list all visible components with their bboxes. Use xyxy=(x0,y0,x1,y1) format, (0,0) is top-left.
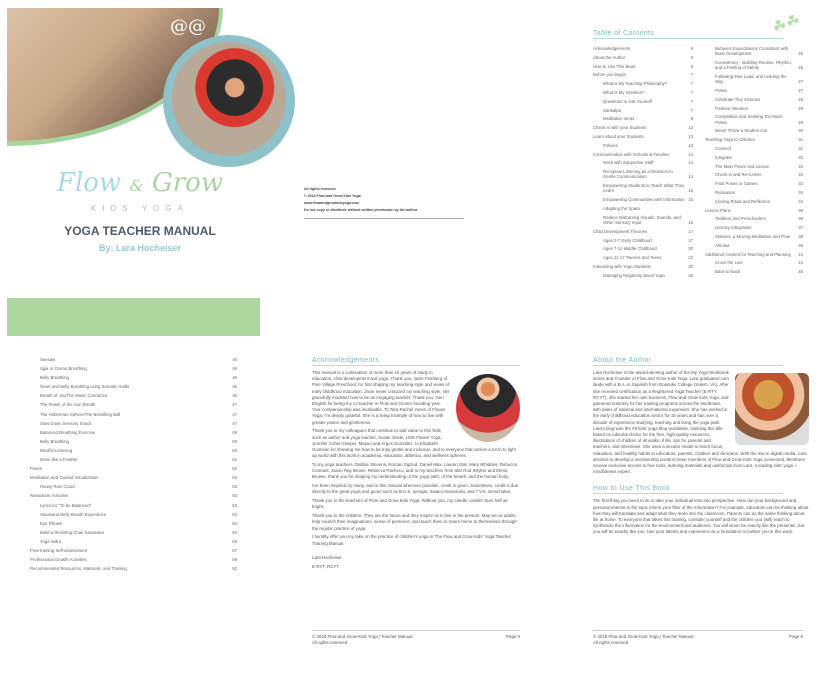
toc-header xyxy=(593,30,783,39)
logo-subtitle: KIDS YOGA xyxy=(91,204,189,213)
about-text: Lara Hocheiser is the award-winning author of the My Yoga Workbook series and Founder of Flow and Grow Kids Yoga. Lara graduated cum laude with a B.A. in Spanish from Roanoke College (Salem, VA). After she received certification as a Registered Yoga Teacher (E-RTY, RCYT), she started her own business, Flow and Grow Kids Yoga, and garnered notoriety for her training programs across the Northeast, with plans of national and international expansion. She has worked in the early childhood education sector for 15 years and has over a decade of experience studying, teaching and living the yoga path. Lara's blog won the #5 kids' yoga blog worldwide, claiming this title based on editorial choice for the free, high-quality resources, illustrations of children of all walks of life, tips for parents and teachers, and interviews. She uses a secular model to teach focus, relaxation, and healthy habits to educators, parents, children and clinicians. With the rise in digital media, Lara decided to develop a membership portal to keep members of Flow and Grow Kids Yoga connected. Members receive exclusive access to free tools, learning materials and useful tips from Lara, a leading kids' yoga + mindfulness expert. xyxy=(593,370,807,475)
toc-entry[interactable] xyxy=(30,357,237,362)
toc-entry-title: Belly Breathing xyxy=(40,438,69,444)
toc-entry[interactable] xyxy=(30,530,237,535)
toc-entry-title: Check-in and Re-Center xyxy=(715,172,762,178)
toc-entry-page: 33 xyxy=(798,163,803,169)
toc-entry[interactable] xyxy=(705,216,803,221)
toc-entry[interactable] xyxy=(593,72,693,77)
about-title: About the Author xyxy=(593,357,783,366)
logo: Flow & Grow xyxy=(56,168,224,198)
rights-line: Do not copy or distribute without written permission by the author xyxy=(304,208,418,212)
toc-entry-title: Lesson Plans xyxy=(705,207,731,213)
toc-entry-title: Balanced Breathing Exercise xyxy=(40,429,96,435)
toc-entry-page: 28 xyxy=(798,96,803,102)
toc-entry-page: 25 xyxy=(688,272,693,278)
toc-entry[interactable] xyxy=(593,64,693,69)
toc-entry-page: 45 xyxy=(798,269,803,275)
toc-entry[interactable] xyxy=(593,229,693,234)
toc-entry-title: Ages 7-11 Middle Childhood xyxy=(603,246,657,252)
toc-entry[interactable] xyxy=(593,246,693,251)
toc-entry-title: Back-to-back xyxy=(715,269,741,275)
toc-entry-title: Heavy Rain Cloud xyxy=(40,484,75,490)
toc-entry[interactable] xyxy=(30,439,237,444)
toc-entry[interactable] xyxy=(705,243,803,248)
toc-entry[interactable] xyxy=(30,421,237,426)
toc-entry-title: Closing Ritual and Reflection xyxy=(715,198,771,204)
toc-entry-title: Slow Down Sensory Snack xyxy=(40,420,92,426)
toc-continued xyxy=(30,357,237,575)
toc-entry-title: Move like a Feather xyxy=(40,457,78,463)
toc-entry-page: 15 xyxy=(688,188,693,194)
toc-entry[interactable] xyxy=(30,539,237,544)
toc-entry[interactable] xyxy=(30,512,237,517)
cover-green-bar xyxy=(7,298,260,336)
toc-entry[interactable] xyxy=(705,164,803,169)
toc-entry-page: 54 xyxy=(232,520,237,526)
toc-entry-page: 30 xyxy=(798,128,803,134)
toc-entry[interactable] xyxy=(705,260,803,265)
toc-entry-title: Empowering Communities with Information xyxy=(603,197,685,203)
toc-entry-title: Reduce Distracting Visuals, Sounds, and Other Sensory Input xyxy=(603,214,681,225)
toc-entry-title: The Power of the Sun Breath xyxy=(40,402,96,408)
toc-entry[interactable] xyxy=(705,114,803,124)
toc-entry[interactable] xyxy=(30,548,237,553)
toc-entry-page: 14 xyxy=(688,151,693,157)
toc-entry[interactable] xyxy=(30,566,237,571)
toc-entry-title: Following their Lead, and Leading the Way xyxy=(715,74,787,85)
toc-entry[interactable] xyxy=(593,206,693,211)
acknowledgements-section xyxy=(312,357,520,572)
toc-entry-page: 7 xyxy=(690,72,693,78)
toc-entry[interactable] xyxy=(593,255,693,260)
toc-entry[interactable] xyxy=(593,183,693,193)
toc-entry-page: 15 xyxy=(688,197,693,203)
toc-entry[interactable] xyxy=(593,264,693,269)
toc-entry-title: Competition and Seeking Too Much Praise xyxy=(715,114,783,125)
toc-entry-page: 50 xyxy=(232,447,237,453)
toc-entry-page: 53 xyxy=(232,484,237,490)
toc-entry-page: 14 xyxy=(688,160,693,166)
toc-entry[interactable] xyxy=(705,74,803,84)
toc-entry-title: Receptive Listening as a Reaction to Gentle Communication xyxy=(603,169,673,180)
toc-entry-page: 36 xyxy=(798,207,803,213)
toc-entry-page: 36 xyxy=(798,216,803,222)
toc-entry[interactable] xyxy=(30,412,237,417)
toc-entry-title: Additional Content for Teaching and Planning xyxy=(705,251,791,257)
toc-entry[interactable] xyxy=(30,402,237,407)
toc-entry-title: Yoga Nidra xyxy=(40,538,62,544)
acknowledgement-paragraph: This manual is a culmination of more than 15 years of study in education, child development and yoga. Thank you, Jacie Feinberg of Pine Village Preschool, for first shaping my teaching style and views of early childhood education. Jacie never criticized my teaching style, she gracefully modeled how to be an engaging teacher. Thank you, Geri English for being my co-teacher in Flow and Grow's founding year. Your companionship was invaluable. To Tara Rachel Jones of Flower Yoga, I'm deeply grateful. She is a living example of how to live with greater peace and gentleness. xyxy=(312,370,450,425)
toc-entry-page: 34 xyxy=(798,198,803,204)
toc-entry-page: 33 xyxy=(798,181,803,187)
toc-entry[interactable] xyxy=(705,269,803,274)
toc-entry-title: Meditation steps xyxy=(603,116,635,122)
toc-entry-page: 12 xyxy=(688,125,693,131)
toc-entry-page: 7 xyxy=(690,98,693,104)
toc-entry-page: 7 xyxy=(690,81,693,87)
toc-entry[interactable] xyxy=(705,137,803,142)
toc-entry-title: Positive Attention xyxy=(715,105,748,111)
toc-entry[interactable] xyxy=(593,160,693,165)
toc-entry[interactable] xyxy=(593,125,693,130)
toc-entry-page: 31 xyxy=(798,145,803,151)
toc-entry-title: Meditation and Guided Visualization xyxy=(30,475,99,481)
acknowledgement-paragraph: Thank you to the teachers of Flow and Grow Kids Yoga. Without you, my candle couldn't burn half as bright. xyxy=(312,498,508,510)
toc-entry-title: Recommended Resources, Materials, and Training xyxy=(30,566,127,572)
toc-entry-page: 17 xyxy=(688,237,693,243)
toc-entry-title: Child Development Theories xyxy=(593,228,648,234)
footer-copyright: © 2018 Flow and Grow Kids Yoga | Teacher Manual xyxy=(593,634,694,639)
toc-entry[interactable] xyxy=(705,172,803,177)
toc-entry[interactable] xyxy=(593,134,693,139)
toc-entry-page: 53 xyxy=(232,511,237,517)
toc-entry-page: 53 xyxy=(232,502,237,508)
toc-entry-title: Relaxation Activities xyxy=(30,493,69,499)
toc-entry-title: Professional Growth Activities xyxy=(30,557,87,563)
toc-entry-title: Ages 2-7 Early Childhood xyxy=(603,237,652,243)
toc-entry[interactable] xyxy=(593,169,693,179)
toc-entry-title: Connect xyxy=(715,145,732,151)
toc-entry-title: How to Use This Book xyxy=(593,63,636,69)
toc-entry-page: 7 xyxy=(690,107,693,113)
toc-entry-page: 44 xyxy=(798,251,803,257)
toc-entry-page: 7 xyxy=(690,89,693,95)
toc-entry-page: 45 xyxy=(232,366,237,372)
acknowledgement-paragraph: Thank you to the children. They are the future and they inspire us to live in the present. May we as adults help nourish their imaginations, sense of presence, and teach them to return home to themselves through the regular practice of yoga. xyxy=(312,513,517,531)
toc-entry[interactable] xyxy=(705,88,803,93)
toc-title: Table of Contents xyxy=(593,30,783,39)
toc-entry-page: 47 xyxy=(232,411,237,417)
toc-entry-title: Poses xyxy=(30,466,42,472)
toc-entry[interactable] xyxy=(705,208,803,213)
toc-entry-page: 29 xyxy=(798,119,803,125)
page-footer xyxy=(312,630,520,645)
toc-entry-title: Managing Negativity about Yoga xyxy=(603,272,665,278)
toc-entry-page: 13 xyxy=(688,142,693,148)
toc-entry[interactable] xyxy=(705,97,803,102)
toc-entry-page: 55 xyxy=(232,538,237,544)
toc-entry-title: Ages 11-17 Tweens and Teens xyxy=(603,255,662,261)
toc-entry-title: What Is My Intention? xyxy=(603,89,645,95)
author-photo xyxy=(735,373,809,445)
toc-entry[interactable] xyxy=(705,155,803,160)
toc-entry-page: 5 xyxy=(690,46,693,51)
about-section xyxy=(593,357,809,538)
toc-entry-page: 38 xyxy=(798,233,803,239)
toc-entry-title: Questions to Ask Yourself xyxy=(603,98,652,104)
toc-entry[interactable] xyxy=(30,393,237,398)
toc-entry-page: 47 xyxy=(232,420,237,426)
toc-entry-title: Ujjai or Ocean Breathing xyxy=(40,366,87,372)
how-to-title: How to Use This Book xyxy=(593,485,783,494)
toc-entry-page: 22 xyxy=(688,255,693,261)
footer-copyright: © 2018 Flow and Grow Kids Yoga | Teacher Manual xyxy=(312,634,413,639)
toc-entry[interactable] xyxy=(593,197,693,202)
toc-entry-title: Work with Supportive Staff xyxy=(603,160,654,166)
toc-entry-page: 6 xyxy=(690,63,693,69)
how-to-text: The first thing you need to do is take your individual lens into perspective. How can your background and personal interest in the topic inform your filter of the information? For example, educators can be thinking about how they will translate and adapt what they learn into the classroom. Parents can do the same thinking about life at home. To everyone that takes this training, consider yourself and the children you (will) reach to synthesize the information for the environment and audience. You will never be exactly like the presenter, but you will be exactly like you. Use your talents and experience as a foundation to bolster you in this work. xyxy=(593,498,809,535)
toc-entry[interactable] xyxy=(705,181,803,186)
toc-entry[interactable] xyxy=(593,273,693,278)
signature-name: Lara Hocheiser xyxy=(312,554,342,560)
manual-title: YOGA TEACHER MANUAL xyxy=(64,224,216,238)
toc-entry[interactable] xyxy=(593,152,693,157)
toc-entry[interactable] xyxy=(705,234,803,239)
toc-entry-page: 34 xyxy=(798,189,803,195)
toc-entry-title: Savasana Belly Breath Experience xyxy=(40,511,107,517)
toc-entry-page: 13 xyxy=(688,133,693,139)
toc-entry[interactable] xyxy=(30,475,237,480)
toc-entry-page: 37 xyxy=(798,225,803,231)
toc-entry[interactable] xyxy=(30,430,237,435)
toc-entry-page: 49 xyxy=(232,429,237,435)
cover-photo-meditation xyxy=(172,42,286,156)
signature-credentials: E-RYT, RCYT xyxy=(312,563,339,569)
toc-entry-title: Build a Reclining Chair Savasana xyxy=(40,529,104,535)
toc-entry[interactable] xyxy=(30,466,237,471)
acknowledgement-paragraph: I've been inspired by many, and in this manual wherever possible, credit is given. Sometimes, credit is due directly to the great yogis and gurus such as B.K.S. Iyengar, Swami Sivananda, and T.V.K. Devichakar. xyxy=(312,483,519,495)
acknowledgement-paragraph: To my yoga teachers, Debbie Stevens, Roman Sipzod, Daniel Max, Lauren Star, Mary Whiddes, Rebecca Connant, Jason Ray Brown, Rebecca Pacheco, and to my teachers from afar Rod Stryker and Elena Brower, thank you for shaping my understanding of the yoga path, of the breath, and the human body. xyxy=(312,462,517,480)
toc-entry-page: 15 xyxy=(688,219,693,225)
toc-entry-page: 27 xyxy=(798,79,803,85)
toc-entry-page: 25 xyxy=(798,65,803,71)
toc-entry-title: Sankalpa xyxy=(603,107,621,113)
toc-entry-page: 33 xyxy=(798,172,803,178)
toc-entry-title: Communication with Schools & Families xyxy=(593,151,670,157)
toc-entry-title: Literacy Integration xyxy=(715,225,752,231)
rights-line: All rights reserved xyxy=(304,187,336,191)
toc-entry[interactable] xyxy=(30,493,237,498)
toc-entry[interactable] xyxy=(30,448,237,453)
toc-entry-title: Learn about your Students xyxy=(593,133,644,139)
toc-entry[interactable] xyxy=(593,238,693,243)
toc-entry-page: 25 xyxy=(688,263,693,269)
toc-entry-page: 25 xyxy=(798,51,803,57)
toc-entry-title: Eye Pillows xyxy=(40,520,62,526)
toc-entry[interactable] xyxy=(30,503,237,508)
toc-entry-title: Lyrics for "To be Balanced" xyxy=(40,502,92,508)
toc-entry[interactable] xyxy=(705,146,803,151)
toc-entry[interactable] xyxy=(30,521,237,526)
toc-entry[interactable] xyxy=(593,143,693,148)
footer-rights: All rights reserved xyxy=(593,639,629,645)
toc-entry[interactable] xyxy=(705,225,803,230)
toc-entry-page: 46 xyxy=(232,375,237,381)
toc-entry-title: Ahmisa xyxy=(715,242,730,248)
toc-entry-title: Before you Begin xyxy=(593,72,626,78)
toc-entry-page: 17 xyxy=(688,228,693,234)
toc-entry[interactable] xyxy=(705,46,803,56)
toc-entry-title: Teaching Yoga to Children xyxy=(705,137,755,143)
toc-entry[interactable] xyxy=(593,108,693,113)
toc-entry-page: 54 xyxy=(232,529,237,535)
page-number: Page 5 xyxy=(506,634,520,639)
toc-right-column xyxy=(705,46,803,278)
toc-entry-page: 9 xyxy=(690,116,693,122)
acknowledgement-paragraph: Thank you to my colleagues that continue to add value to this field, such as author and yoga teacher, Susan Verde, Little Flower Yoga, Jennifer Cohen Harper, Mayuri and Argos Gonzalez, to Elizabeth Gosnson for showing me how to be truly gentle and inclusive, and to everyone that carries a torch to light up world with this work in academia, education, athletics, and wellness spheres. xyxy=(312,428,516,459)
toc-entry[interactable] xyxy=(705,128,803,133)
rights-line: © 2018 Flow and Grow Kids Yoga xyxy=(304,194,361,198)
toc-entry[interactable] xyxy=(30,484,237,489)
toc-entry-page: 32 xyxy=(798,154,803,160)
toc-entry-page: 46 xyxy=(232,384,237,390)
toc-entry-page: 53 xyxy=(232,475,237,481)
toc-entry[interactable] xyxy=(705,106,803,111)
toc-entry-page: 53 xyxy=(232,493,237,499)
toc-entry[interactable] xyxy=(30,557,237,562)
toc-entry-page: 59 xyxy=(232,557,237,563)
toc-entry-title: Check In with your Students xyxy=(593,125,647,131)
toc-entry-page: 6 xyxy=(690,54,693,60)
toc-entry-title: Empowering Students to Teach What They Learn xyxy=(603,183,685,194)
toc-entry-page: 44 xyxy=(798,260,803,266)
toc-entry-title: Adapting the Space xyxy=(603,205,641,211)
toc-entry-title: Post-training Self-assessment xyxy=(30,547,88,553)
toc-entry[interactable] xyxy=(593,90,693,95)
toc-entry-page: 52 xyxy=(232,466,237,472)
toc-entry[interactable] xyxy=(705,199,803,204)
toc-entry-title: About the Author xyxy=(593,54,626,60)
toc-entry-page: 29 xyxy=(798,105,803,111)
toc-entry-page: 46 xyxy=(232,393,237,399)
toc-entry-page: 39 xyxy=(798,242,803,248)
toc-entry-title: Breath of Joy/The Music Conductor xyxy=(40,393,108,399)
toc-entry-title: Cross the Line xyxy=(715,260,743,266)
page-footer xyxy=(593,630,803,645)
toc-entry[interactable] xyxy=(593,215,693,225)
toc-entry[interactable] xyxy=(705,60,803,70)
toc-entry-title: Belly Breathing xyxy=(40,375,69,381)
page-number: Page 6 xyxy=(789,634,803,639)
toc-entry-title: Policies xyxy=(603,142,618,148)
toc-entry-page: 51 xyxy=(232,457,237,463)
toc-entry[interactable] xyxy=(593,99,693,104)
toc-entry-title: Relaxation xyxy=(715,189,736,195)
toc-entry-title: What is My Teaching Philosophy? xyxy=(603,81,668,87)
toc-entry-title: Acknowledgements xyxy=(593,46,631,51)
toc-entry-page: 47 xyxy=(232,402,237,408)
toc-entry-page: 14 xyxy=(688,174,693,180)
toc-entry-title: Final Poses or Games xyxy=(715,181,758,187)
toc-left-column xyxy=(593,46,693,282)
toc-entry[interactable] xyxy=(30,366,237,371)
toc-entry[interactable] xyxy=(705,190,803,195)
swirl-ornament-icon: @@ xyxy=(170,16,206,37)
toc-entry[interactable] xyxy=(593,116,693,121)
toc-entry-title: The Main Poses and Lesson xyxy=(715,163,770,169)
toc-entry-title: Stations, a Moving Meditation and Flow xyxy=(715,233,790,239)
acknowledgements-title: Acknowledgements xyxy=(312,357,520,366)
manual-author: By: Lara Hocheiser xyxy=(98,243,182,253)
acknowledgement-paragraph: I humbly offer you my take on the practice of children's yoga in The Flow and Grow Kids' Yoga Teacher Training Manual. xyxy=(312,534,512,546)
copyright-block xyxy=(304,186,464,219)
toc-entry-page: 57 xyxy=(232,547,237,553)
toc-entry[interactable] xyxy=(705,252,803,257)
toc-entry-title: Integrate xyxy=(715,154,732,160)
footer-rights: All rights reserved xyxy=(312,639,348,645)
toc-entry-title: Toddlers and Preschoolers xyxy=(715,216,766,222)
toc-entry-page: 27 xyxy=(798,88,803,93)
toc-entry-title: Behavior Expectations Consistent with Brain Development xyxy=(715,46,789,57)
toc-entry-title: Celebrate Tiny Victories xyxy=(715,96,761,102)
toc-entry[interactable] xyxy=(593,46,693,51)
toc-entry-title: Heart and Belly Breathing using Somatic Holds xyxy=(40,384,130,390)
toc-entry-title: Seesaw xyxy=(40,357,56,362)
toc-entry-page: 20 xyxy=(688,246,693,252)
toc-entry-page: 50 xyxy=(232,438,237,444)
toc-entry[interactable] xyxy=(30,384,237,389)
rights-line: www.flowandgrowkidsyoga.com xyxy=(304,201,360,205)
toc-entry-title: Consistency - Building Routine, Rhythm, and a Feeling of Safety xyxy=(715,60,792,71)
toc-entry[interactable] xyxy=(593,55,693,60)
leaves-ornament-icon: ☘☘ xyxy=(770,11,803,38)
toc-entry-title: Mindful Listening xyxy=(40,447,73,453)
toc-entry-page: 31 xyxy=(798,137,803,143)
toc-entry[interactable] xyxy=(30,375,237,380)
toc-entry-page: 45 xyxy=(232,357,237,362)
toc-entry-page: 62 xyxy=(232,566,237,572)
toc-entry-title: Praise xyxy=(715,88,728,93)
toc-entry-title: Never Throw a Student Out xyxy=(715,128,768,134)
toc-entry[interactable] xyxy=(593,81,693,86)
author-photo-circle xyxy=(456,374,520,442)
toc-entry-title: The Hoberman Sphere/The Breathing Ball xyxy=(40,411,121,417)
toc-entry[interactable] xyxy=(30,457,237,462)
toc-entry-title: Interacting with Yoga Students xyxy=(593,263,651,269)
